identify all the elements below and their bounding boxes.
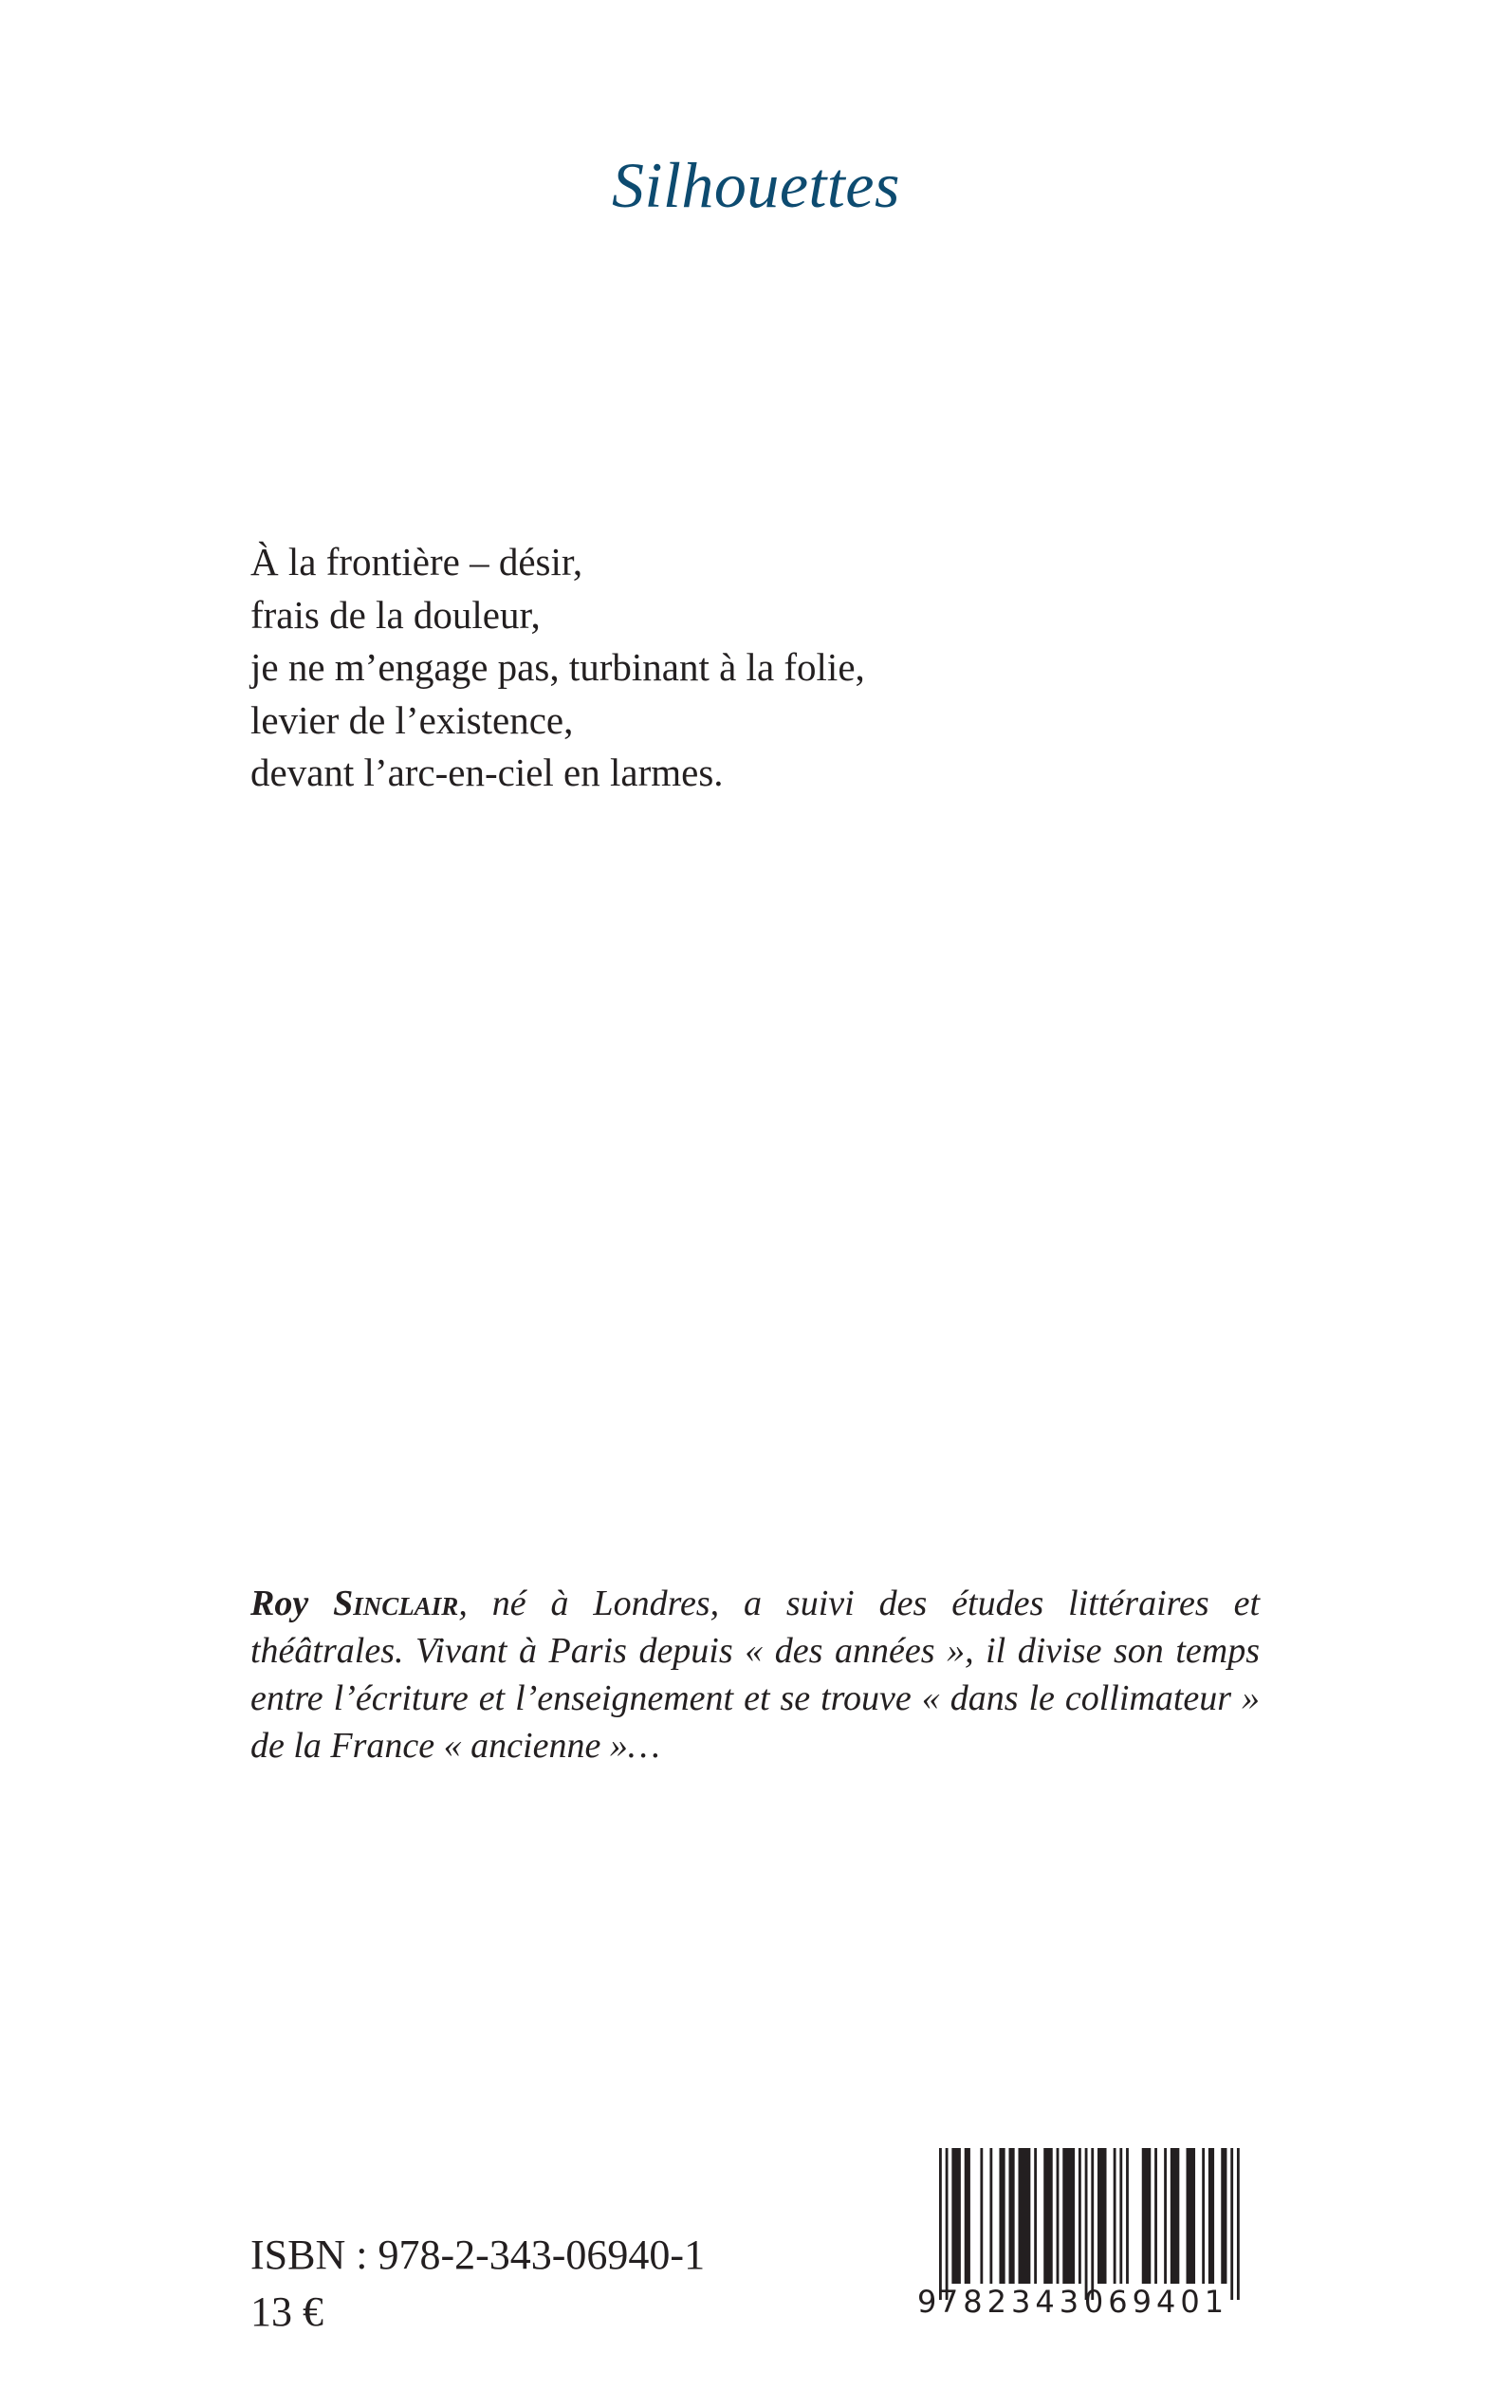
barcode-bar (1019, 2148, 1031, 2284)
poem-line: levier de l’existence, (250, 697, 574, 742)
author-last-name: Sinclair (333, 1584, 459, 1623)
barcode-bar (939, 2148, 942, 2300)
barcode-bar (951, 2148, 961, 2284)
barcode-first-digit: 9 (917, 2284, 937, 2317)
barcode-bar (1057, 2148, 1060, 2284)
barcode-bar (1091, 2148, 1094, 2300)
barcode-bar (1187, 2148, 1196, 2284)
isbn-label: ISBN : 978-2-343-06940-1 (250, 2232, 706, 2278)
barcode-bar (1043, 2148, 1053, 2284)
barcode-bar (1171, 2148, 1180, 2284)
barcode-bar (1208, 2148, 1214, 2284)
poem-line: je ne m’engage pas, turbinant à la folie, (250, 645, 865, 689)
author-first-name: Roy (250, 1584, 309, 1623)
poem-line: frais de la douleur, (250, 592, 541, 637)
barcode-bar (1230, 2148, 1233, 2300)
barcode-bar (1097, 2148, 1107, 2284)
poem-line: devant l’arc-en-ciel en larmes. (250, 750, 724, 794)
barcode-icon (913, 2148, 1246, 2317)
barcode-bar (1237, 2148, 1240, 2300)
barcode-bar (999, 2148, 1005, 2284)
barcode-bar (1221, 2148, 1226, 2284)
poem-excerpt (250, 536, 865, 800)
barcode-left-digits: 782343 (938, 2284, 1084, 2317)
barcode-bar (1142, 2148, 1152, 2284)
barcode-bar (1008, 2148, 1014, 2284)
author-bio-text: , né à Londres, a suivi des études littéraires et théâtrales. Vivant à Paris depuis « des années », il divise son temps entre l’écriture et l’enseignement et se trouve « dans le collimateur » de la France « ancienne »… (250, 1584, 1260, 1766)
barcode-bar (965, 2148, 970, 2284)
barcode-bar (946, 2148, 949, 2300)
barcode-bar (1126, 2148, 1129, 2284)
ean13-barcode (913, 2148, 1246, 2317)
barcode-bar (1154, 2148, 1157, 2284)
barcode-bar (1085, 2148, 1088, 2300)
barcode-right-digits: 069401 (1083, 2284, 1229, 2317)
barcode-bar (1062, 2148, 1075, 2284)
barcode-bar (989, 2148, 992, 2284)
book-title: Silhouettes (612, 149, 900, 221)
barcode-bar (1079, 2148, 1081, 2284)
price-label: 13 € (250, 2288, 323, 2335)
author-bio (250, 1580, 1260, 1769)
poem-line: À la frontière – désir, (250, 540, 583, 583)
barcode-bar (1114, 2148, 1116, 2284)
barcode-bar (1202, 2148, 1205, 2284)
barcode-bar (1119, 2148, 1122, 2284)
barcode-bar (980, 2148, 983, 2284)
barcode-bar (1164, 2148, 1167, 2284)
barcode-bar (1034, 2148, 1037, 2284)
